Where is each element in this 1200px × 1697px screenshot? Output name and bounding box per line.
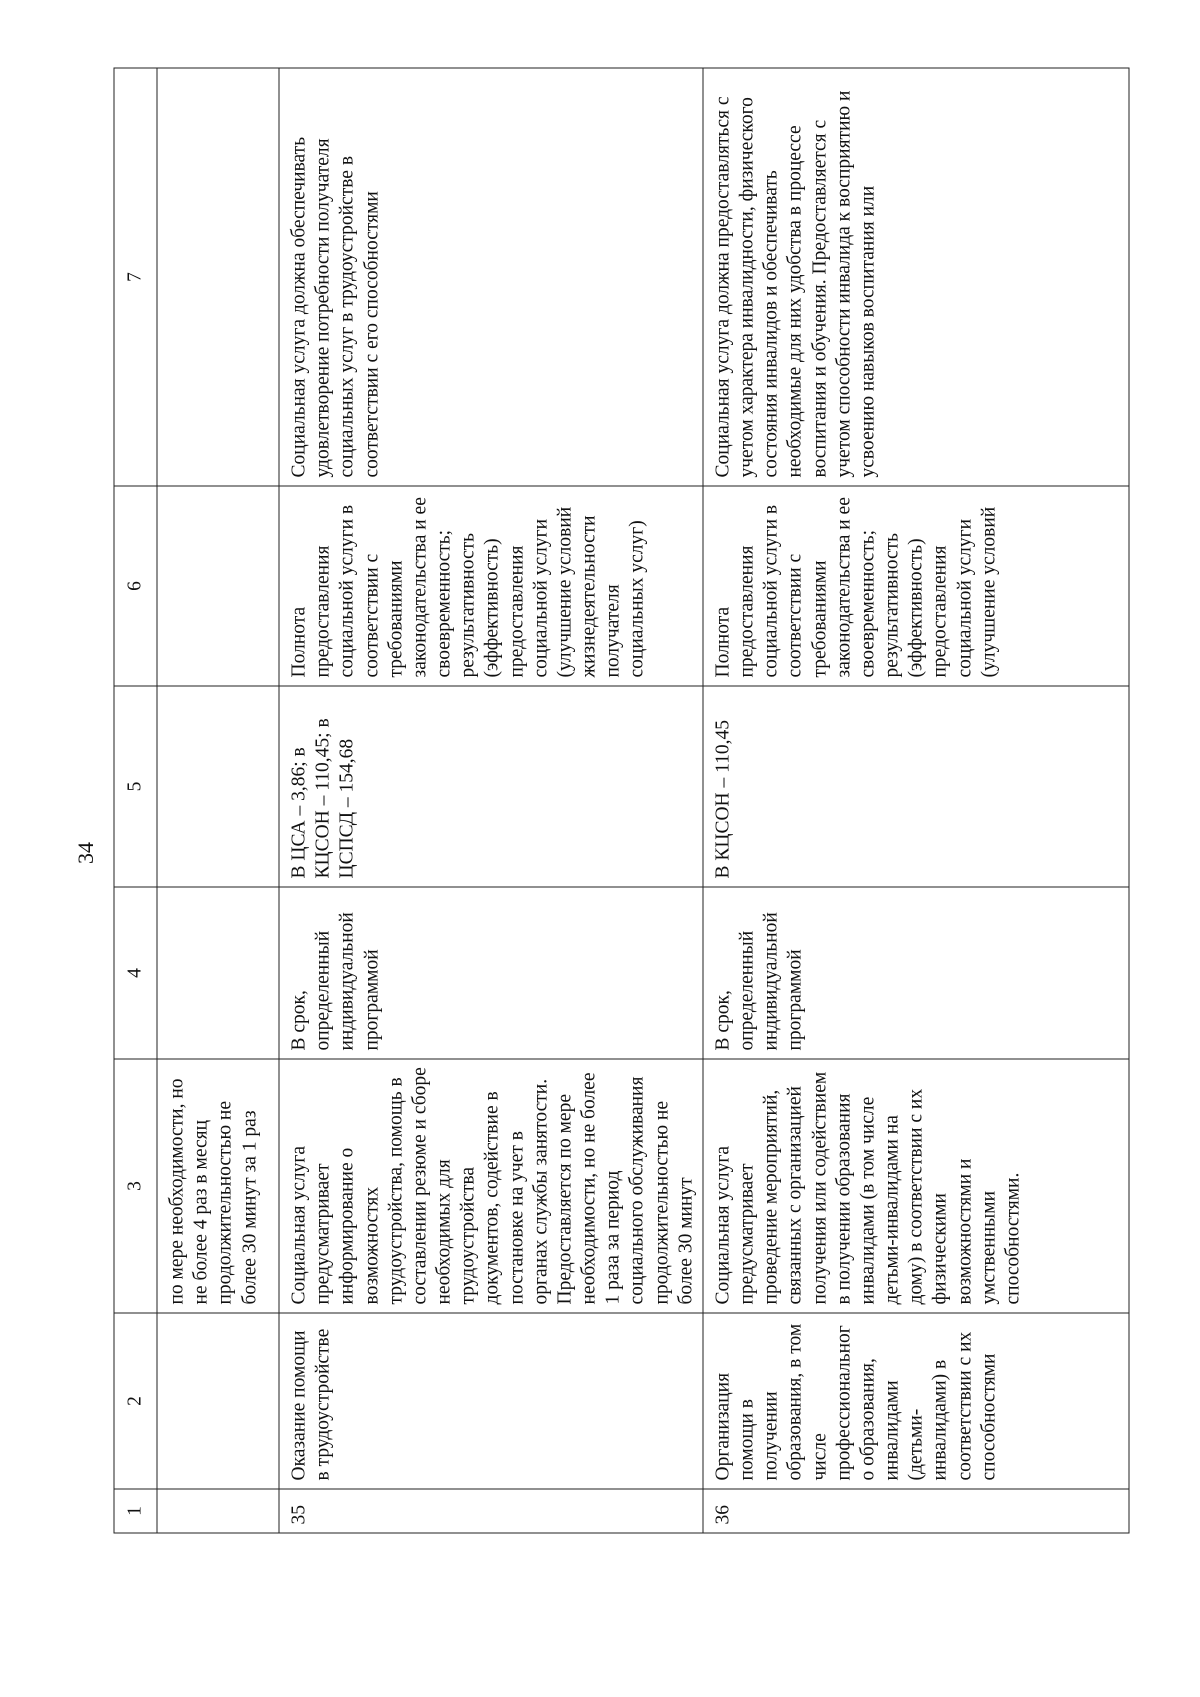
- cell-conditions: [157, 68, 279, 486]
- cell-name: Оказание помощи в трудоустройстве: [279, 1313, 703, 1489]
- header-cell-1: 1: [114, 1489, 157, 1533]
- cell-cost: В ЦСА – 3,86; в КЦСОН – 110,45; в ЦСПСД – 154,68: [279, 686, 703, 887]
- cell-term: В срок, определенный индивидуальной программой: [279, 887, 703, 1059]
- table-row-35: [279, 68, 703, 1533]
- services-table: [114, 68, 1130, 1534]
- header-cell-4: 4: [114, 887, 157, 1059]
- header-cell-2: 2: [114, 1313, 157, 1489]
- header-row: [114, 68, 157, 1533]
- header-cell-6: 6: [114, 486, 157, 686]
- page-number: 34: [73, 842, 98, 864]
- cell-name: [157, 1313, 279, 1489]
- table-row-36: [703, 68, 1129, 1533]
- cell-term: [157, 887, 279, 1059]
- table-row-continuation: [157, 68, 279, 1533]
- cell-indicators: Полнота предоставления социальной услуги в соответствии с требованиями законодательства и ее своевременность; результативность (эффективность) предоставления социальной услуги (улучшение условий жизнедеятельности получателя социальных услуг): [279, 486, 703, 686]
- cell-term: В срок, определенный индивидуальной программой: [703, 887, 1129, 1059]
- cell-name: Организация помощи в получении образования, в том числе профессионального образования, инвалидами (детьми-инвалидами) в соответствии с их способностями: [703, 1313, 1129, 1489]
- cell-indicators: Полнота предоставления социальной услуги в соответствии с требованиями законодательства и ее своевременность; результативность (эффективность) предоставления социальной услуги (улучшение условий: [703, 486, 1129, 686]
- cell-description: Социальная услуга предусматривает информирование о возможностях трудоустройства, помощь в составлении резюме и сборе необходимых для трудоустройства документов, содействие в постановке на учет в органах службы занятости. Предоставляется по мере необходимости, но не более 1 раза за период социального обслуживания продолжительностью не более 30 минут: [279, 1059, 703, 1313]
- cell-description: по мере необходимости, но не более 4 раз в месяц продолжительностью не более 30 минут за 1 раз: [157, 1059, 279, 1313]
- cell-description: Социальная услуга предусматривает проведение мероприятий, связанных с организацией получения или содействием в получении образования инвалидами (в том числе детьми-инвалидами на дому) в соответствии с их физическими возможностями и умственными способностями.: [703, 1059, 1129, 1313]
- header-cell-7: 7: [114, 68, 157, 486]
- header-cell-5: 5: [114, 686, 157, 887]
- cell-conditions: Социальная услуга должна обеспечивать удовлетворение потребности получателя социальных услуг в трудоустройстве в соответствии с его способностями: [279, 68, 703, 486]
- cell-num: [157, 1489, 279, 1533]
- cell-num: 35: [279, 1489, 703, 1533]
- cell-indicators: [157, 486, 279, 686]
- cell-num: 36: [703, 1489, 1129, 1533]
- cell-cost: [157, 686, 279, 887]
- header-cell-3: 3: [114, 1059, 157, 1313]
- cell-cost: В КЦСОН – 110,45: [703, 686, 1129, 887]
- cell-conditions: Социальная услуга должна предоставляться с учетом характера инвалидности, физического состояния инвалидов и обеспечивать необходимые для них удобства в процессе воспитания и обучения. Предоставляется с учетом способности инвалида к восприятию и усвоению навыков воспитания или: [703, 68, 1129, 486]
- rotated-table-container: [114, 69, 1120, 1534]
